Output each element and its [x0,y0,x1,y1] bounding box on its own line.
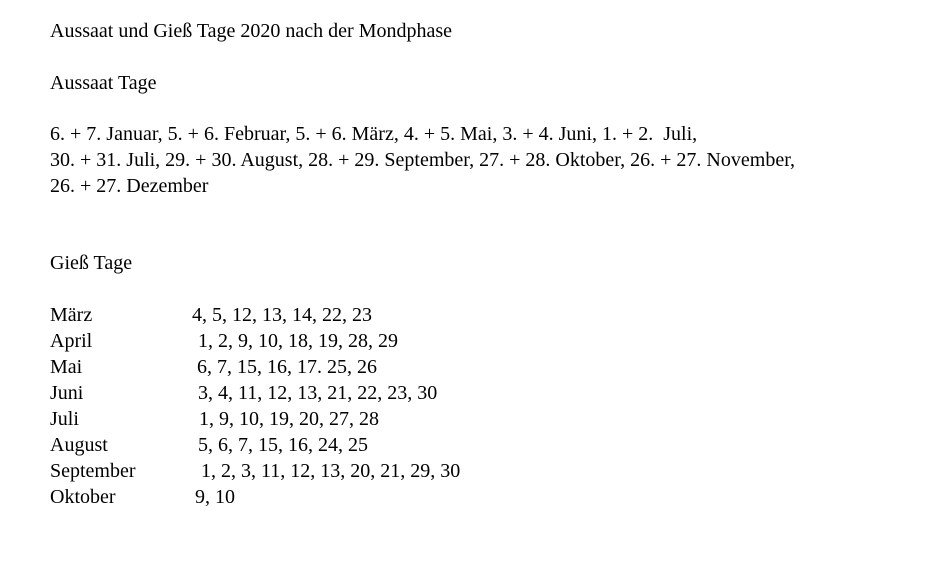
aussaat-line: 6. + 7. Januar, 5. + 6. Februar, 5. + 6. März, 4. + 5. Mai, 3. + 4. Juni, 1. + 2. Juli, [50,123,698,145]
giess-month: Mai [50,356,83,378]
document-title: Aussaat und Gieß Tage 2020 nach der Mondphase [50,20,453,42]
giess-days: 9, 10 [195,486,235,508]
aussaat-heading: Aussaat Tage [50,72,157,94]
giess-month: Oktober [50,486,116,508]
giess-month: August [50,434,108,456]
aussaat-line: 26. + 27. Dezember [50,175,209,197]
giess-days: 4, 5, 12, 13, 14, 22, 23 [192,304,372,326]
giess-row [50,406,379,432]
giess-row [50,484,235,510]
giess-days: 1, 9, 10, 19, 20, 27, 28 [199,408,379,430]
giess-row [50,380,438,406]
giess-days: 1, 2, 3, 11, 12, 13, 20, 21, 29, 30 [201,460,461,482]
aussaat-line: 30. + 31. Juli, 29. + 30. August, 28. + 29. September, 27. + 28. Oktober, 26. + 27. November, [50,149,796,171]
aussaat-paragraph [50,121,900,199]
giess-month: März [50,304,93,326]
giess-days: 1, 2, 9, 10, 18, 19, 28, 29 [198,330,398,352]
giess-days: 5, 6, 7, 15, 16, 24, 25 [198,434,368,456]
giess-row [50,458,461,484]
giess-month: April [50,330,93,352]
giess-days: 6, 7, 15, 16, 17. 25, 26 [197,356,377,378]
giess-month: Juni [50,382,84,404]
giess-row [50,302,372,328]
giess-month: Juli [50,408,79,430]
giess-table [50,302,461,510]
giess-row [50,328,398,354]
giess-days: 3, 4, 11, 12, 13, 21, 22, 23, 30 [198,382,438,404]
giess-heading: Gieß Tage [50,252,133,274]
giess-month: September [50,460,136,482]
giess-row [50,354,377,380]
giess-row [50,432,368,458]
